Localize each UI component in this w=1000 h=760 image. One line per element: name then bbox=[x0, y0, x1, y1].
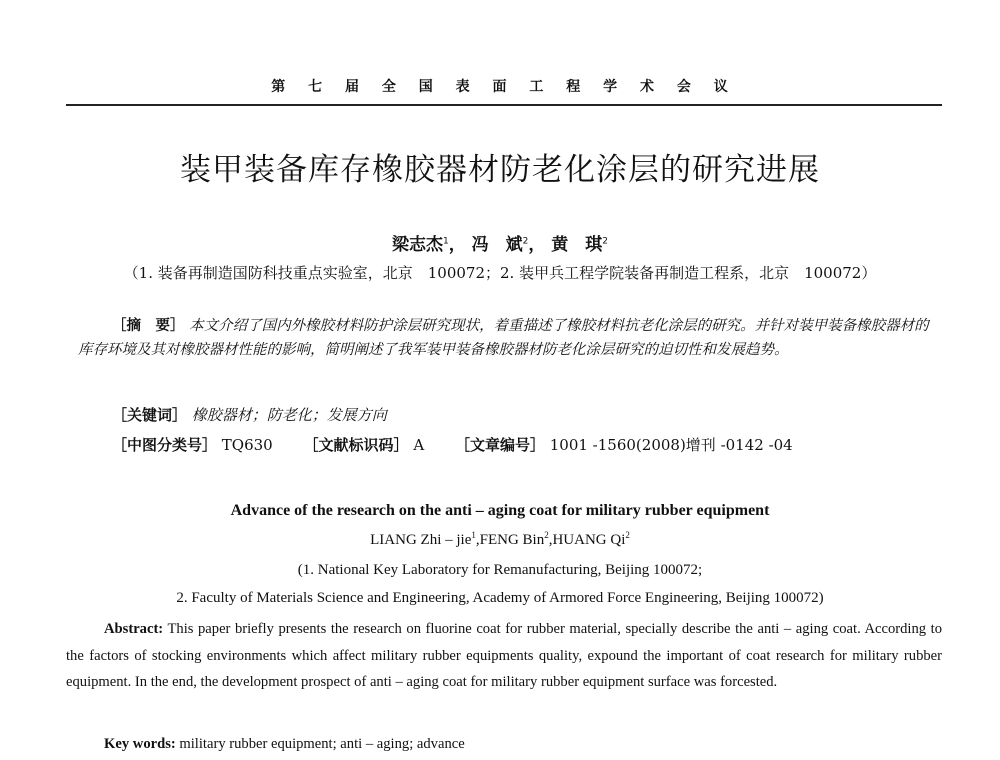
author-affiliation-mark: 2 bbox=[602, 236, 609, 247]
english-keywords-label: Key words: bbox=[104, 736, 176, 752]
affiliation-chinese: （1. 装备再制造国防科技重点实验室，北京 100072；2. 装甲兵工程学院装备再制造工程系，北京 100072） bbox=[123, 264, 877, 282]
english-author-name: LIANG Zhi – jie bbox=[370, 532, 472, 548]
english-author-mark: 1 bbox=[471, 530, 476, 540]
english-author-separator: , bbox=[548, 532, 553, 548]
english-abstract bbox=[66, 616, 942, 696]
author-name: 黄 琪 bbox=[551, 235, 603, 255]
abstract-label: ［摘 要］ bbox=[112, 317, 185, 334]
header-rule bbox=[66, 104, 942, 106]
author-separator: ， bbox=[528, 235, 546, 255]
abstract-text: 本文介绍了国内外橡胶材料防护涂层研究现状，着重描述了橡胶材料抗老化涂层的研究。并针对装甲装备橡胶器材的库存环境及其对橡胶器材性能的影响，简明阐述了我军装甲装备橡胶器材防老化涂层研究的迫切性和发展趋势。 bbox=[78, 318, 929, 358]
english-author-mark: 2 bbox=[544, 530, 549, 540]
english-author-name: HUANG Qi bbox=[552, 532, 626, 548]
keywords-chinese bbox=[112, 404, 932, 425]
classification-line bbox=[112, 434, 932, 455]
paper-title: 装甲装备库存橡胶器材防老化涂层的研究进展 bbox=[180, 152, 820, 188]
english-affiliation-2: 2. Faculty of Materials Science and Engineering, Academy of Armored Force Engineering, Beijing 100072) bbox=[176, 590, 824, 606]
keywords-text: 橡胶器材；防老化；发展方向 bbox=[191, 406, 387, 424]
author-affiliation-mark: 1 bbox=[442, 236, 449, 247]
article-number-label: ［文章编号］ bbox=[454, 436, 545, 454]
author-name: 冯 斌 bbox=[471, 235, 523, 255]
author-affiliation-mark: 2 bbox=[522, 236, 529, 247]
running-header: 第 七 届 全 国 表 面 工 程 学 术 会 议 bbox=[271, 79, 737, 95]
english-abstract-label: Abstract: bbox=[104, 621, 164, 637]
english-title: Advance of the research on the anti – aging coat for military rubber equipment bbox=[230, 502, 770, 519]
doc-code-value: A bbox=[413, 436, 425, 454]
english-author-mark: 2 bbox=[625, 530, 630, 540]
english-author-separator: , bbox=[475, 532, 480, 548]
clc-value: TQ630 bbox=[221, 436, 273, 454]
english-author-name: FENG Bin bbox=[479, 532, 545, 548]
english-abstract-text: This paper briefly presents the research on fluorine coat for rubber material, specially describe the anti – aging coat. According to the factors of stocking environments which affect military rubber equipments quality, expound the important of coat research for military rubber equipment. In the end, the development prospect of anti – aging coat for military rubber equipment surface was forcested. bbox=[66, 621, 943, 690]
author-line bbox=[0, 230, 1000, 255]
keywords-label: ［关键词］ bbox=[112, 406, 188, 424]
clc-label: ［中图分类号］ bbox=[112, 436, 218, 454]
author-separator: ， bbox=[448, 235, 466, 255]
author-name: 梁志杰 bbox=[391, 235, 443, 255]
doc-code-label: ［文献标识码］ bbox=[303, 436, 409, 454]
english-keywords bbox=[104, 736, 904, 753]
article-number-value: 1001 -1560(2008)增刊 -0142 -04 bbox=[549, 436, 793, 454]
abstract-chinese bbox=[78, 314, 936, 362]
english-author-line bbox=[0, 530, 1000, 549]
english-keywords-text: military rubber equipment; anti – aging; advance bbox=[179, 736, 465, 752]
english-affiliation-1: (1. National Key Laboratory for Remanufacturing, Beijing 100072; bbox=[297, 562, 703, 578]
